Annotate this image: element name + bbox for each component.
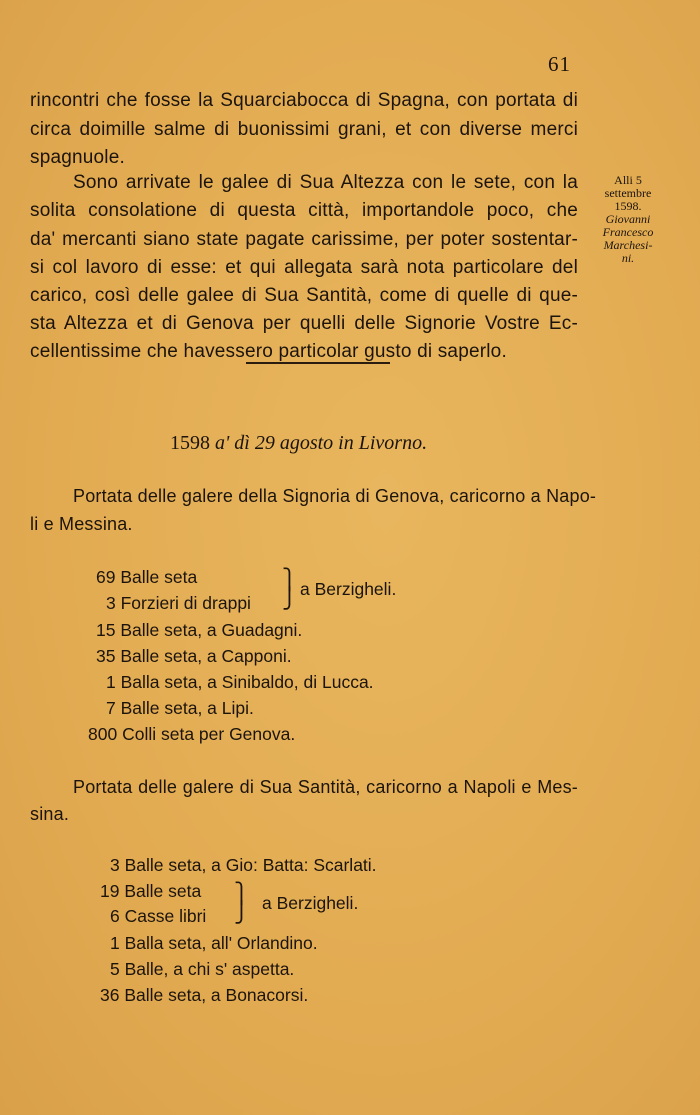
paragraph-line: circa doimille salme di buonissimi grani, et con diverse merci	[30, 119, 578, 140]
paragraph-line: da' mercanti siano state pagate carissime, per poter sostentar-	[30, 229, 578, 250]
section-divider	[246, 362, 390, 364]
section1-intro-line: li e Messina.	[30, 514, 133, 534]
cargo-qty: 7	[106, 698, 116, 718]
section2-intro-line: sina.	[30, 804, 70, 824]
cargo-list-item	[96, 646, 292, 667]
cargo-text: Balla seta, all' Orlandino.	[124, 933, 318, 953]
cargo-text: Balle seta, a Guadagni.	[120, 620, 303, 640]
paragraph-line: spagnuole.	[30, 147, 125, 168]
cargo-qty: 3	[110, 855, 120, 875]
cargo-qty: 69	[96, 567, 116, 587]
cargo-list-item	[110, 959, 294, 980]
cargo-list-item	[96, 567, 197, 588]
margin-note-line: ni.	[621, 251, 635, 265]
cargo-list-item	[110, 855, 377, 876]
cargo-qty: 6	[110, 906, 120, 926]
section2-intro-line: Portata delle galere di Sua Santità, caricorno a Napoli e Mes-	[73, 777, 578, 797]
cargo-text: Balle seta, a Gio: Batta: Scarlati.	[124, 855, 377, 875]
cargo-list-item	[100, 881, 201, 902]
brace-label: a Berzigheli.	[262, 893, 359, 913]
paragraph-line: carico, così delle galee di Sua Santità, come di quelle di que-	[30, 285, 578, 306]
cargo-text: Balle seta, a Bonacorsi.	[124, 985, 309, 1005]
cargo-list-item	[106, 672, 374, 693]
grouping-brace: ⎫ ⎭	[234, 881, 249, 924]
paragraph-line: cellentissime che havessero particolar gusto di saperlo.	[30, 341, 507, 362]
paragraph-line: Sono arrivate le galee di Sua Altezza con le sete, con la	[73, 172, 578, 193]
cargo-text: Balle seta	[124, 881, 202, 901]
cargo-text: Forzieri di drappi	[120, 593, 251, 613]
cargo-list-item	[106, 698, 254, 719]
cargo-qty: 19	[100, 881, 120, 901]
cargo-list-item	[96, 620, 302, 641]
cargo-qty: 35	[96, 646, 116, 666]
cargo-text: Casse libri	[124, 906, 207, 926]
cargo-text: Balle seta, a Lipi.	[120, 698, 254, 718]
margin-note	[588, 174, 668, 265]
section1-intro-line: Portata delle galere della Signoria di Genova, caricorno a Napo-	[73, 486, 597, 506]
document-heading	[170, 432, 427, 455]
cargo-qty: 1	[106, 672, 116, 692]
cargo-list-item	[110, 906, 206, 927]
cargo-qty: 3	[106, 593, 116, 613]
margin-note-line: Marchesi-	[603, 238, 653, 252]
cargo-list-item	[88, 724, 295, 745]
cargo-list-item	[106, 593, 251, 614]
paragraph-line: solita consolatione di questa città, importandole poco, che	[30, 200, 578, 221]
cargo-text: Balle, a chi s' aspetta.	[124, 959, 295, 979]
cargo-qty: 36	[100, 985, 120, 1005]
cargo-text: Balle seta, a Capponi.	[120, 646, 292, 666]
paragraph-line: rincontri che fosse la Squarciabocca di Spagna, con portata di	[30, 90, 578, 111]
cargo-text: Balla seta, a Sinibaldo, di Lucca.	[120, 672, 374, 692]
cargo-qty: 800	[88, 724, 118, 744]
cargo-list-item	[100, 985, 308, 1006]
cargo-qty: 5	[110, 959, 120, 979]
cargo-text: Balle seta	[120, 567, 198, 587]
margin-note-line: settembre	[604, 186, 652, 200]
cargo-qty: 1	[110, 933, 120, 953]
cargo-list-item	[110, 933, 318, 954]
paragraph-line: sta Altezza et di Genova per quelli delle Signorie Vostre Ec-	[30, 313, 578, 334]
cargo-text: Colli seta per Genova.	[122, 724, 296, 744]
cargo-qty: 15	[96, 620, 116, 640]
margin-note-line: Francesco	[602, 225, 654, 239]
margin-note-line: Giovanni	[605, 212, 651, 226]
heading-date-place: a' dì 29 agosto in Livorno.	[215, 432, 428, 454]
paragraph-line: si col lavoro di esse: et qui allegata sarà nota particolare del	[30, 257, 578, 278]
margin-note-line: 1598.	[614, 199, 642, 213]
grouping-brace: ⎫ ⎭	[282, 567, 297, 610]
page-number: 61	[548, 52, 571, 76]
brace-label: a Berzigheli.	[300, 579, 397, 599]
heading-year: 1598	[170, 432, 210, 454]
margin-note-line: Alli 5	[614, 173, 642, 187]
